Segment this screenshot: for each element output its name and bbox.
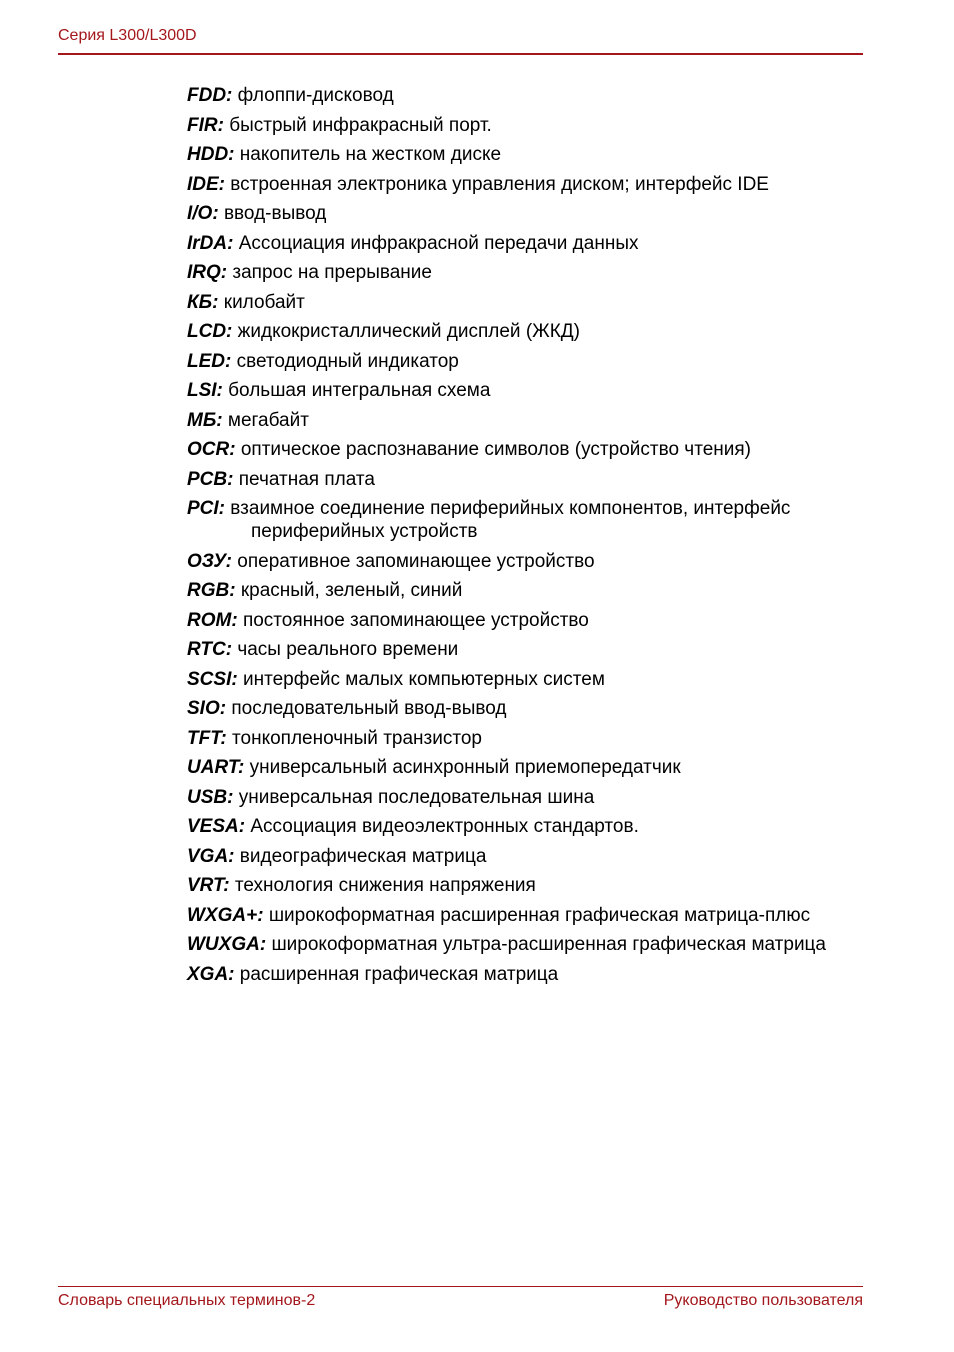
glossary-definition: запрос на прерывание <box>232 262 432 283</box>
glossary-term: FDD: <box>187 85 233 106</box>
glossary-entry <box>187 579 863 602</box>
glossary-term: HDD: <box>187 144 235 165</box>
header-divider <box>58 53 863 55</box>
glossary-entry <box>187 291 863 314</box>
glossary-definition: часы реального времени <box>237 639 459 660</box>
glossary-term: I/O: <box>187 203 219 224</box>
glossary-definition: встроенная электроника управления диском; интерфейс IDE <box>230 173 769 195</box>
glossary-entry <box>187 409 863 432</box>
glossary-entry <box>187 845 863 868</box>
glossary-definition: Ассоциация видеоэлектронных стандартов. <box>250 816 639 837</box>
glossary-term: SCSI: <box>187 668 238 690</box>
glossary-definition: ввод-вывод <box>223 203 327 224</box>
glossary-term: IRQ: <box>187 262 228 283</box>
footer-divider <box>58 1286 863 1287</box>
glossary-entry <box>187 550 863 573</box>
glossary-entry <box>187 468 863 491</box>
glossary-term: ROM: <box>187 609 238 631</box>
glossary-entry <box>187 786 863 809</box>
glossary-entry <box>187 668 863 691</box>
glossary-entry <box>187 963 863 986</box>
footer-manual-title: Руководство пользователя <box>663 1292 863 1309</box>
glossary-entry <box>187 173 863 196</box>
glossary-entry <box>187 933 863 956</box>
glossary-term: PCB: <box>187 468 234 490</box>
glossary-entry <box>187 727 863 750</box>
glossary-definition: широкоформатная расширенная графическая матрица-плюс <box>268 904 811 926</box>
glossary-definition: взаимное соединение периферийных компонентов, интерфейс периферийных устройств <box>230 498 791 542</box>
glossary-term: PCI: <box>187 498 225 519</box>
glossary-definition: быстрый инфракрасный порт. <box>229 114 492 136</box>
glossary-definition: технология снижения напряжения <box>234 875 536 896</box>
glossary-definition: расширенная графическая матрица <box>239 963 559 985</box>
glossary-entry <box>187 350 863 373</box>
glossary-term: USB: <box>187 786 234 808</box>
glossary-term: UART: <box>187 757 245 778</box>
glossary-term: WXGA+: <box>187 904 264 926</box>
glossary-definition: накопитель на жестком диске <box>239 144 502 165</box>
glossary-entry <box>187 638 863 661</box>
glossary-entry <box>187 756 863 779</box>
glossary-term: VRT: <box>187 875 230 896</box>
glossary-term: OCR: <box>187 439 236 460</box>
glossary-term: IDE: <box>187 173 225 195</box>
glossary-term: TFT: <box>187 727 227 749</box>
glossary-entry <box>187 320 863 343</box>
glossary-entry <box>187 497 863 543</box>
glossary-entry <box>187 261 863 284</box>
glossary-term: FIR: <box>187 114 224 136</box>
glossary-definition: тонкопленочный транзистор <box>232 727 482 749</box>
glossary-definition: универсальная последовательная шина <box>238 786 595 808</box>
glossary-term: XGA: <box>187 963 235 985</box>
glossary-term: КБ: <box>187 291 219 313</box>
glossary-term: VESA: <box>187 816 246 837</box>
glossary-term: VGA: <box>187 845 235 867</box>
glossary-definition: мегабайт <box>227 409 309 431</box>
glossary-entry <box>187 697 863 720</box>
glossary-definition: Ассоциация инфракрасной передачи данных <box>238 232 639 254</box>
footer-section-title: Словарь специальных терминов-2 <box>58 1292 316 1309</box>
glossary-definition: килобайт <box>223 291 305 313</box>
glossary-term: LSI: <box>187 380 223 401</box>
glossary-definition: большая интегральная схема <box>228 380 491 401</box>
glossary-term: LED: <box>187 350 232 372</box>
glossary-definition: оптическое распознавание символов (устройство чтения) <box>240 439 751 460</box>
glossary-definition: оперативное запоминающее устройство <box>237 550 595 572</box>
glossary-definition: последовательный ввод-вывод <box>231 698 507 719</box>
glossary-term: WUXGA: <box>187 934 267 955</box>
glossary-definition: красный, зеленый, синий <box>240 580 463 601</box>
glossary-definition: светодиодный индикатор <box>236 350 459 372</box>
glossary-definition: печатная плата <box>238 468 375 490</box>
glossary-entry <box>187 874 863 897</box>
glossary-entry <box>187 379 863 402</box>
page-header-title: Серия L300/L300D <box>58 27 197 44</box>
glossary-entry <box>187 232 863 255</box>
glossary-term: ОЗУ: <box>187 550 232 572</box>
glossary-entry <box>187 202 863 225</box>
glossary-definition: видеографическая матрица <box>239 845 487 867</box>
glossary-definition: постоянное запоминающее устройство <box>242 609 589 631</box>
glossary-definition: широкоформатная ультра-расширенная графическая матрица <box>271 934 826 955</box>
glossary-list <box>187 84 863 992</box>
glossary-entry <box>187 143 863 166</box>
glossary-entry <box>187 904 863 927</box>
glossary-entry <box>187 84 863 107</box>
glossary-entry <box>187 114 863 137</box>
glossary-term: МБ: <box>187 409 223 431</box>
glossary-entry <box>187 815 863 838</box>
glossary-entry <box>187 438 863 461</box>
glossary-term: RGB: <box>187 580 236 601</box>
glossary-definition: флоппи-дисковод <box>237 85 394 106</box>
glossary-term: SIO: <box>187 698 227 719</box>
glossary-definition: жидкокристаллический дисплей (ЖКД) <box>237 321 580 342</box>
glossary-entry <box>187 609 863 632</box>
glossary-term: IrDA: <box>187 232 234 254</box>
glossary-term: RTC: <box>187 639 233 660</box>
glossary-term: LCD: <box>187 321 233 342</box>
glossary-definition: интерфейс малых компьютерных систем <box>242 668 605 690</box>
glossary-definition: универсальный асинхронный приемопередатчик <box>249 757 681 778</box>
